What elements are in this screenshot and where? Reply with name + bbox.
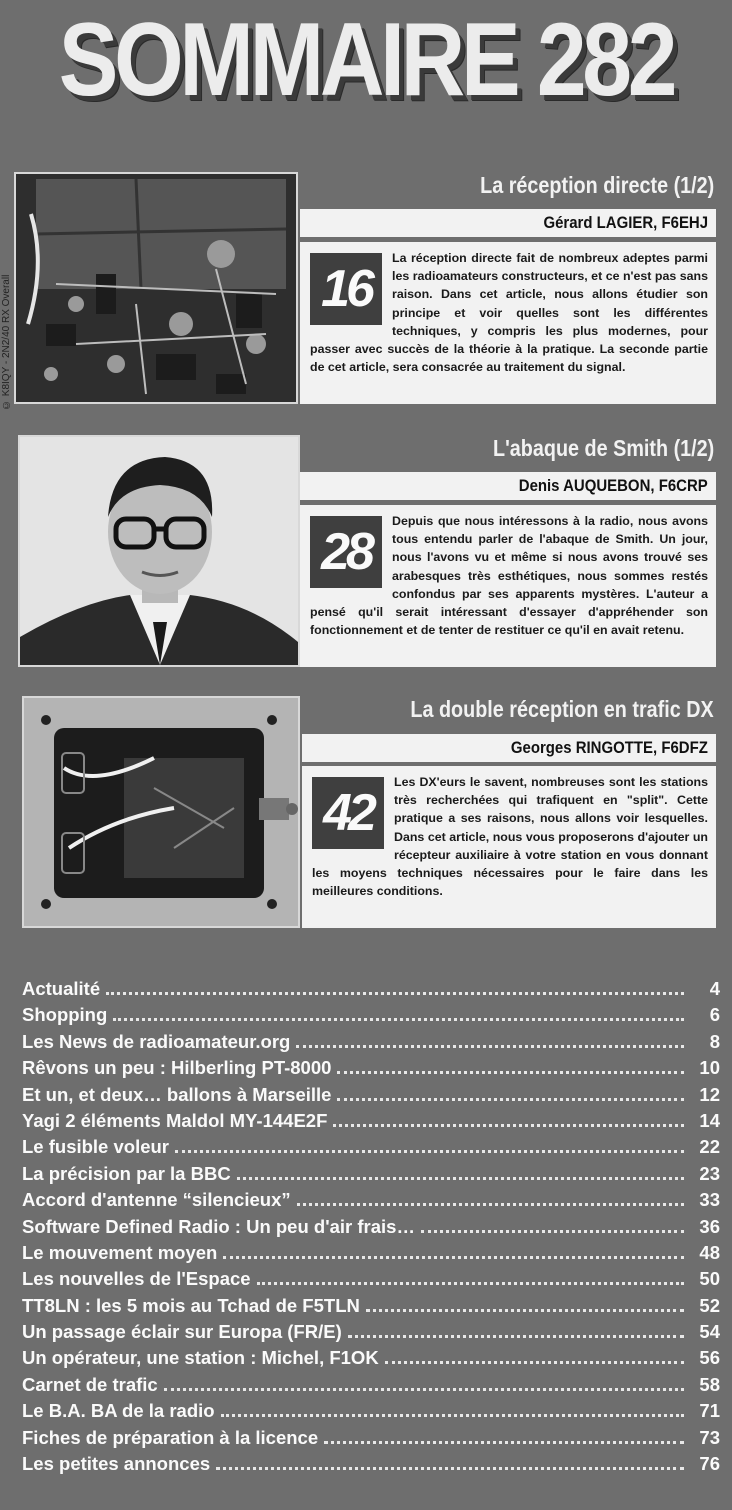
toc-row[interactable]: [22, 1110, 720, 1136]
toc-label: Un opérateur, une station : Michel, F1OK: [22, 1347, 379, 1369]
page-title: SOMMAIRE 282: [58, 2, 674, 118]
toc-label: Actualité: [22, 978, 101, 999]
toc-leader: [164, 1377, 684, 1391]
toc-label: Shopping: [22, 1004, 108, 1026]
article-summary: [300, 242, 716, 404]
toc-row[interactable]: [22, 1321, 720, 1347]
article-author: Denis AUQUEBON, F6CRP: [300, 472, 716, 500]
article-photo-portrait: [18, 435, 300, 667]
article-summary: [300, 505, 716, 667]
toc-leader: [421, 1219, 684, 1233]
table-of-contents: [22, 978, 720, 1479]
toc-label: Et un, et deux… ballons à Marseille: [22, 1083, 332, 1105]
toc-label: La précision par la BBC: [22, 1162, 231, 1184]
toc-page: 6: [709, 1004, 720, 1026]
article-summary-text: Les DX'eurs le savent, nombreuses sont les stations très recherchées qui trafiquent en "split". Cette pratique a ses raisons, nous allons voir lesquelles. Dans cet article, nous vous proposerons d'ajouter un récepteur auxiliaire à votre station en vous donnant les moyens techniques nécessaires pour le faire dans les meilleures conditions.: [312, 775, 708, 899]
toc-page: 52: [699, 1294, 720, 1316]
toc-label: Les petites annonces: [22, 1453, 211, 1475]
toc-row[interactable]: [22, 1453, 720, 1479]
toc-label: Les News de radioamateur.org: [22, 1030, 291, 1052]
toc-leader: [348, 1324, 684, 1338]
toc-row[interactable]: [22, 1268, 720, 1294]
toc-leader: [297, 1192, 684, 1206]
toc-row[interactable]: [22, 1189, 720, 1215]
toc-page: 10: [699, 1057, 720, 1079]
toc-label: Yagi 2 éléments Maldol MY-144E2F: [22, 1109, 328, 1131]
toc-leader: [223, 1245, 684, 1259]
toc-page: 36: [699, 1215, 720, 1237]
toc-page: 33: [699, 1189, 720, 1211]
page-number-badge: 16: [310, 253, 382, 325]
toc-page: 12: [699, 1083, 720, 1105]
toc-leader: [237, 1166, 684, 1180]
article-photo-receiver-box: [22, 696, 300, 928]
toc-row[interactable]: [22, 1057, 720, 1083]
toc-row[interactable]: [22, 1031, 720, 1057]
toc-label: Software Defined Radio : Un peu d'air frais…: [22, 1215, 415, 1237]
toc-row[interactable]: [22, 1136, 720, 1162]
toc-label: Accord d'antenne “silencieux”: [22, 1189, 291, 1211]
toc-leader: [337, 1087, 684, 1101]
toc-leader: [333, 1113, 684, 1127]
article-author: Gérard LAGIER, F6EHJ: [300, 209, 716, 237]
toc-label: Le mouvement moyen: [22, 1241, 218, 1263]
circuit-board-image: [16, 174, 296, 402]
toc-page: 54: [699, 1321, 720, 1343]
toc-page: 22: [699, 1136, 720, 1158]
toc-row[interactable]: [22, 1374, 720, 1400]
page-number-badge: 42: [312, 777, 384, 849]
toc-label: TT8LN : les 5 mois au Tchad de F5TLN: [22, 1294, 360, 1316]
toc-label: Le fusible voleur: [22, 1136, 170, 1158]
article-abaque-smith: [0, 435, 732, 669]
toc-page: 14: [699, 1109, 720, 1131]
toc-leader: [216, 1456, 684, 1470]
page-number-badge: 28: [310, 516, 382, 588]
toc-label: Le B.A. BA de la radio: [22, 1400, 215, 1422]
toc-row[interactable]: [22, 1427, 720, 1453]
article-title: La double réception en trafic DX: [410, 696, 714, 722]
toc-page: 8: [709, 1030, 720, 1052]
toc-leader: [106, 981, 684, 995]
toc-page: 23: [699, 1162, 720, 1184]
toc-page: 50: [699, 1268, 720, 1290]
toc-row[interactable]: [22, 978, 720, 1004]
toc-row[interactable]: [22, 1163, 720, 1189]
toc-leader: [113, 1007, 684, 1021]
toc-page: 56: [699, 1347, 720, 1369]
receiver-box-image: [24, 698, 298, 926]
toc-label: Carnet de trafic: [22, 1373, 158, 1395]
toc-leader: [296, 1034, 684, 1048]
toc-label: Un passage éclair sur Europa (FR/E): [22, 1321, 342, 1343]
toc-page: 4: [709, 978, 720, 999]
article-title: La réception directe (1/2): [479, 172, 714, 198]
article-double-reception: [0, 696, 732, 932]
toc-label: Les nouvelles de l'Espace: [22, 1268, 251, 1290]
toc-row[interactable]: [22, 1295, 720, 1321]
toc-label: Rêvons un peu : Hilberling PT-8000: [22, 1057, 332, 1079]
article-summary-text: Depuis que nous intéressons à la radio, nous avons tous entendu parler de l'abaque de Smith. Un jour, nous l'avons vu et même si nous avons trouvé ses arabesques très esthétiques, nous sommes restés confondus par ses apparents mystères. L'auteur a pensé qu'il serait intéressant d'essayer d'appréhender son fonctionnement et de tenter de restituer ce qu'il en avait retenu.: [310, 514, 708, 638]
article-reception-directe: [0, 172, 732, 408]
toc-page: 76: [699, 1453, 720, 1475]
photo-credit: © K8IQY - 2N2/40 RX Overall: [1, 274, 12, 410]
toc-row[interactable]: [22, 1347, 720, 1373]
article-title: L'abaque de Smith (1/2): [492, 435, 714, 461]
toc-page: 71: [699, 1400, 720, 1422]
toc-leader: [366, 1298, 684, 1312]
toc-leader: [257, 1271, 684, 1285]
toc-row[interactable]: [22, 1400, 720, 1426]
article-author: Georges RINGOTTE, F6DFZ: [302, 734, 716, 762]
article-photo-circuit-board: [14, 172, 298, 404]
toc-row[interactable]: [22, 1084, 720, 1110]
toc-leader: [385, 1350, 684, 1364]
toc-label: Fiches de préparation à la licence: [22, 1426, 319, 1448]
toc-leader: [324, 1430, 684, 1444]
toc-row[interactable]: [22, 1242, 720, 1268]
article-summary: [302, 766, 716, 928]
toc-row[interactable]: [22, 1004, 720, 1030]
portrait-image: [20, 437, 298, 665]
toc-leader: [175, 1139, 684, 1153]
article-summary-text: La réception directe fait de nombreux adeptes parmi les radioamateurs constructeurs, et ce n'est pas sans raison. Dans cet article, nous allons étudier son principe et voir quelles sont les différentes techniques, y compris les plus modernes, pour passer avec succès de la théorie à la pratique. La seconde partie de cet article, sera consacrée au traitement du signal.: [310, 251, 708, 375]
toc-row[interactable]: [22, 1216, 720, 1242]
toc-page: 48: [699, 1241, 720, 1263]
toc-leader: [337, 1060, 684, 1074]
toc-page: 73: [699, 1426, 720, 1448]
toc-page: 58: [699, 1373, 720, 1395]
toc-leader: [221, 1403, 684, 1417]
